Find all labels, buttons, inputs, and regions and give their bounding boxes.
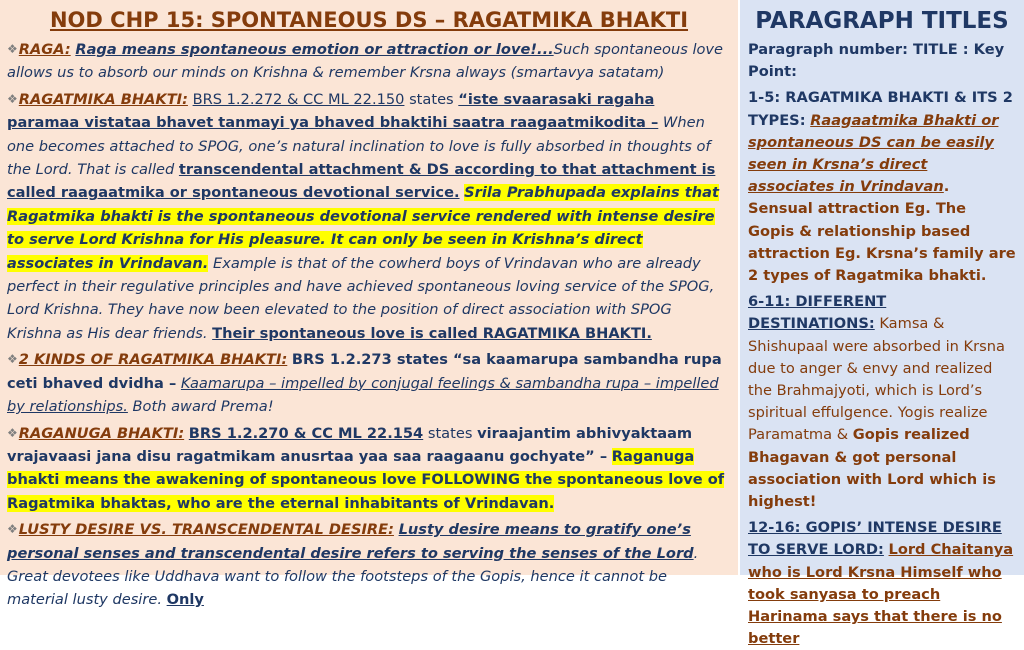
term-two-kinds: 2 KINDS OF RAGATMIKA BHAKTI: <box>18 351 288 369</box>
conclusion-ragatmika: Their spontaneous love is called RAGATMIKA BHAKTI. <box>212 324 652 342</box>
term-ragatmika: RAGATMIKA BHAKTI: <box>18 90 188 108</box>
entry-head: 12-16: GOPIS’ INTENSE DESIRE TO SERVE LORD: <box>748 519 1002 559</box>
bullet-icon: ❖ <box>7 42 18 56</box>
verse-ragatmika: “iste svaarasaki ragaha paramaa vistataa bhavet tanmayi ya bhaved bhaktihi saatra raagaatmikodita – <box>7 90 659 132</box>
paragraph-lusty-desire <box>7 518 730 612</box>
title-entry-12-16 <box>748 517 1016 650</box>
verse-raganuga: viraajantim abhivyaktaam vrajavaasi jana disu ragatmikam anusrtaa yaa saa raagaanu gochyate” – <box>7 424 693 465</box>
bold-only: Only <box>166 591 204 609</box>
verse-two-kinds: BRS 1.2.273 states “sa kaamarupa sambandha rupa ceti bhaved dvidha – <box>7 351 722 392</box>
paragraph-titles-list <box>740 34 1024 650</box>
paragraph-two-kinds <box>7 348 730 418</box>
term-lusty-desire: LUSTY DESIRE VS. TRANSCENDENTAL DESIRE: <box>18 521 394 539</box>
titles-intro: Paragraph number: TITLE : Key Point: <box>748 41 1005 81</box>
entry-text: . Sensual attraction Eg. The Gopis & relationship based attraction Eg. Krsna’s family are 2 types of Ragatmika bhakti. <box>748 178 1016 285</box>
example-ragatmika: Example is that of the cowherd boys of Vrindavan who are already perfect in their regulative principles and have achieved spontaneous loving service of the SPOG, Lord Krishna. They have now been elevated to the position of direct association with SPOG Krishna as His dear friends. <box>7 254 715 342</box>
term-raga: RAGA: <box>18 41 71 58</box>
title-entry-6-11 <box>748 291 1016 513</box>
panel-title: PARAGRAPH TITLES <box>755 8 1009 34</box>
title-entry-1-5 <box>748 87 1016 287</box>
text-raga: Such spontaneous love allows us to absorb our minds on Krishna & remember Krsna always (smartavya satatam) <box>7 41 724 82</box>
end-two-kinds: Both award Prema! <box>127 398 274 416</box>
reference-raganuga: BRS 1.2.270 & CC ML 22.154 <box>188 424 424 442</box>
bullet-icon: ❖ <box>7 522 18 537</box>
entry-head: 1-5: RAGATMIKA BHAKTI & ITS 2 TYPES: <box>748 89 1013 129</box>
entry-keypoint: Gopis realized Bhagavan & got personal association with Lord which is highest! <box>748 426 996 511</box>
entry-keypoint: Lord Chaitanya who is Lord Krsna Himself who took sanyasa to preach Harinama says that there is no better <box>748 541 1014 648</box>
entry-text: Kamsa & Shishupaal were absorbed in Krsna due to anger & envy and realized the Brahmajyoti, which is Lord’s spiritual effulgence. Yogis realize Paramatma & <box>748 315 1005 444</box>
paragraph-titles-panel <box>740 0 1024 648</box>
main-text <box>0 32 738 612</box>
states-word: states <box>423 424 478 442</box>
highlight-ragatmika: Srila Prabhupada explains that Ragatmika bhakti is the spontaneous devotional service rendered with intense desire to serve Lord Krishna for His pleasure. It can only be seen in Krishna’s direct associates in Vrindavan. <box>7 184 719 272</box>
bold-lusty-desire: Lusty desire means to gratify one’s personal senses and transcendental desire refers to serving the senses of the Lord <box>7 521 694 562</box>
bold-ragatmika: transcendental attachment & DS according to that attachment is called raagaatmika or spontaneous devotional service. <box>7 161 716 202</box>
entry-keypoint: Raagaatmika Bhakti or spontaneous DS can be easily seen in Krsna’s direct associates in Vrindavan <box>748 111 999 196</box>
reference-ragatmika: BRS 1.2.272 & CC ML 22.150 <box>192 90 405 108</box>
term-raganuga: RAGANUGA BHAKTI: <box>18 424 185 442</box>
slide-title: NOD CHP 15: SPONTANEOUS DS – RAGATMIKA BHAKTI <box>49 8 689 32</box>
bullet-icon: ❖ <box>7 425 18 440</box>
types-two-kinds: Kaamarupa – impelled by conjugal feelings & sambandha rupa – impelled by relationships. <box>7 374 719 416</box>
text-ragatmika: When one becomes attached to SPOG, one’s natural inclination to love is fully absorbed in thoughts of the Lord. That is called <box>7 114 711 179</box>
highlight-raganuga: Raganuga bhakti means the awakening of spontaneous love FOLLOWING the spontaneous love of Ragatmika bhaktas, who are the eternal inhabitants of Vrindavan. <box>7 447 725 512</box>
entry-head: 6-11: DIFFERENT DESTINATIONS: <box>748 293 887 333</box>
paragraph-raganuga <box>7 422 730 516</box>
text-lusty-desire: . Great devotees like Uddhava want to follow the footsteps of the Gopis, hence it cannot be material lusty desire. <box>7 544 699 609</box>
paragraph-ragatmika <box>7 88 730 345</box>
bullet-icon: ❖ <box>7 352 18 367</box>
paragraph-raga <box>7 38 730 85</box>
bullet-icon: ❖ <box>7 91 18 106</box>
states-word: states <box>404 90 459 108</box>
definition-raga: Raga means spontaneous emotion or attraction or love!... <box>75 41 554 58</box>
